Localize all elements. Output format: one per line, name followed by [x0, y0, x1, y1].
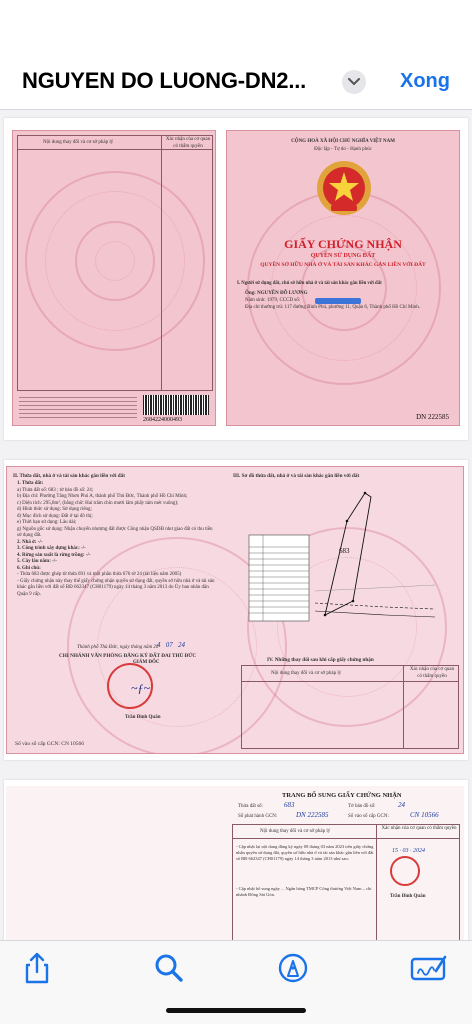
register-number: Số vào sổ cấp GCN: CN 10566	[15, 741, 85, 747]
land-line: c) Diện tích: 295,8m², (bằng chữ: Hai trăm chín mươi lăm phẩy tám mét vuông);	[17, 500, 179, 506]
redacted-id	[315, 298, 361, 304]
certificate-subtitle-2: QUYỀN SỞ HỮU NHÀ Ở VÀ TÀI SẢN KHÁC GẮN LIỀN VỚI ĐẤT	[260, 262, 426, 268]
place-date: Thành phố Thủ Đức, ngày tháng năm 20	[77, 645, 159, 650]
land-line: 1. Thửa đất:	[17, 481, 44, 486]
title-menu-button[interactable]	[342, 70, 366, 94]
certificate-back-panel	[12, 130, 216, 426]
land-line: - Thửa 683 được ghép từ thửa 691 và một phần thửa 676 tờ 24 (tài liệu năm 2005)	[17, 572, 182, 577]
issuing-agency: CHI NHÁNH VĂN PHÒNG ĐĂNG KÝ ĐẤT ĐAI THỦ ĐỨC	[59, 653, 197, 659]
certificate-title: GIẤY CHỨNG NHẬN	[284, 237, 402, 251]
certificate-front-panel	[226, 130, 460, 426]
table2-header-changes: Nội dung thay đổi và cơ sở pháp lý	[271, 671, 342, 676]
land-line: a) Thửa đất số: 683 ; tờ bản đồ số: 24;	[17, 487, 94, 493]
land-line: d) Hình thức sử dụng: Sử dụng riêng;	[17, 507, 92, 512]
signature-button[interactable]	[410, 951, 448, 985]
map-label: Tờ bản đồ số:	[348, 804, 376, 809]
supplement-stamp	[390, 856, 420, 886]
certificate-subtitle: QUYỀN SỬ DỤNG ĐẤT	[310, 253, 376, 259]
supplement-panel	[6, 786, 464, 940]
supplement-col2: Xác nhận của cơ quan có thẩm quyền	[381, 826, 457, 831]
serial-value: DN 222585	[296, 811, 329, 819]
supplement-signer: Trần Đình Quân	[390, 894, 426, 899]
land-line: e) Thời hạn sử dụng: Lâu dài;	[17, 520, 77, 525]
document-page-3[interactable]	[4, 780, 468, 940]
document-page-1[interactable]	[4, 118, 468, 440]
land-line: g) Nguồn gốc sử dụng: Nhận chuyển nhượng đất được Công nhận QSDĐ như giao đất có thu tiền sử dụng đất.	[17, 526, 213, 538]
supplement-title: TRANG BỔ SUNG GIẤY CHỨNG NHẬN	[282, 792, 402, 799]
table-header-confirmation: Xác nhận của cơ quan có thẩm quyền	[165, 137, 211, 149]
map-section-title: III. Sơ đồ thửa đất, nhà ở và tài sản khác gắn liền với đất	[233, 473, 360, 479]
navigation-header	[0, 0, 472, 110]
director-title: GIÁM ĐỐC	[133, 660, 160, 665]
plot-label: Thửa đất số:	[238, 804, 263, 809]
share-icon	[20, 951, 54, 985]
footer-note	[19, 397, 137, 421]
land-line: 3. Công trình xây dựng khác: -/-	[17, 546, 86, 551]
owner-birth: Năm sinh: 1979, CCCD số:	[245, 298, 301, 303]
land-line: - Giấy chứng nhận này thay thế giấy chứng nhận quyền sử dụng đất, quyền sở hữu nhà ở và tài sản khác gắn liền với đất số BĐ 662347 (CH01179) ngày 14 tháng 3 năm 2013 do Ủy ban nhân dân Quận 9 cấp.	[17, 578, 215, 597]
certificate-serial: DN 222585	[416, 413, 449, 421]
serial-label: Số phát hành GCN:	[238, 814, 278, 819]
home-indicator[interactable]	[166, 1008, 306, 1013]
markup-button[interactable]	[276, 951, 310, 985]
supplement-note-2: - Cập nhật bổ sung ngày ... Ngân hàng TMCP Công thương Việt Nam – chi nhánh Đông Sài Gòn.	[236, 886, 372, 897]
document-page-2[interactable]	[4, 460, 468, 760]
supplement-note-1: - Cập nhật lại nội dung đăng ký ngày 08 tháng 03 năm 2023 trên giấy chứng nhận quyền sử dụng đất, quyền sở hữu nhà ở và tài sản khác gắn liền với đất số BĐ 662347 (CH01179) ngày 14 tháng 3 năm 2013 như sau:	[236, 844, 374, 861]
land-details-list	[17, 481, 217, 598]
land-section-title: II. Thửa đất, nhà ở và tài sản khác gắn liền với đất	[13, 473, 125, 479]
land-line: 2. Nhà ở: -/-	[17, 539, 43, 545]
document-title[interactable]: NGUYEN DO LUONG-DN2...	[22, 68, 307, 93]
plot-map	[235, 485, 459, 635]
barcode	[143, 395, 209, 415]
plot-value: 683	[284, 801, 295, 809]
owner-name: Ông: NGUYỄN ĐỖ LƯƠNG	[245, 291, 308, 296]
chevron-down-icon	[348, 78, 360, 86]
share-button[interactable]	[20, 951, 54, 985]
plot-number-label: 683	[339, 547, 350, 555]
land-details-panel	[6, 466, 464, 754]
barcode-number: 2684224000493	[143, 417, 182, 423]
document-viewer[interactable]	[0, 110, 472, 940]
land-line: 6. Ghi chú:	[17, 565, 41, 571]
owner-section-title: I. Người sử dụng đất, chủ sở hữu nhà ở và tài sản khác gắn liền với đất	[237, 281, 382, 286]
search-icon	[152, 951, 186, 985]
supplement-date: 15 · 03 · 2024	[392, 848, 425, 854]
handwritten-date: 4 07 24	[157, 641, 185, 649]
search-button[interactable]	[152, 951, 186, 985]
national-motto: Độc lập - Tự do - Hạnh phúc	[314, 147, 372, 152]
done-button[interactable]: Xong	[400, 70, 450, 92]
markup-icon	[276, 951, 310, 985]
supplement-table	[232, 824, 460, 940]
land-line: b) Địa chỉ: Phường Tăng Nhơn Phú A, thành phố Thủ Đức, Thành phố Hồ Chí Minh;	[17, 494, 188, 499]
land-line: 4. Rừng sản xuất là rừng trồng: -/-	[17, 552, 91, 558]
signer-name: Trần Đình Quân	[125, 715, 161, 720]
national-header: CỘNG HOÀ XÃ HỘI CHỦ NGHĨA VIỆT NAM	[291, 139, 395, 144]
book-value: CN 10566	[410, 811, 439, 819]
table-header-changes: Nội dung thay đổi và cơ sở pháp lý	[43, 140, 114, 145]
land-line: đ) Mục đích sử dụng: Đất ở tại đô thị;	[17, 513, 93, 519]
changes-table	[17, 135, 213, 391]
book-label: Số vào sổ cấp GCN:	[348, 814, 389, 819]
land-line: 5. Cây lâu năm: -/-	[17, 559, 57, 564]
supplement-col1: Nội dung thay đổi và cơ sở pháp lý	[260, 829, 331, 834]
signature-icon	[410, 951, 448, 985]
changes-section-title: IV. Những thay đổi sau khi cấp giấy chứng nhận	[267, 657, 374, 663]
owner-address: Địa chỉ thường trú: 117 đường Bình Phú, phường 11, Quận 6, Thành phố Hồ Chí Minh.	[245, 305, 421, 310]
table2-header-confirmation: Xác nhận của cơ quan có thẩm quyền	[409, 667, 455, 679]
signature-mark: ~ƒ~	[131, 681, 150, 695]
map-value: 24	[398, 801, 405, 809]
national-emblem-icon	[315, 159, 373, 217]
